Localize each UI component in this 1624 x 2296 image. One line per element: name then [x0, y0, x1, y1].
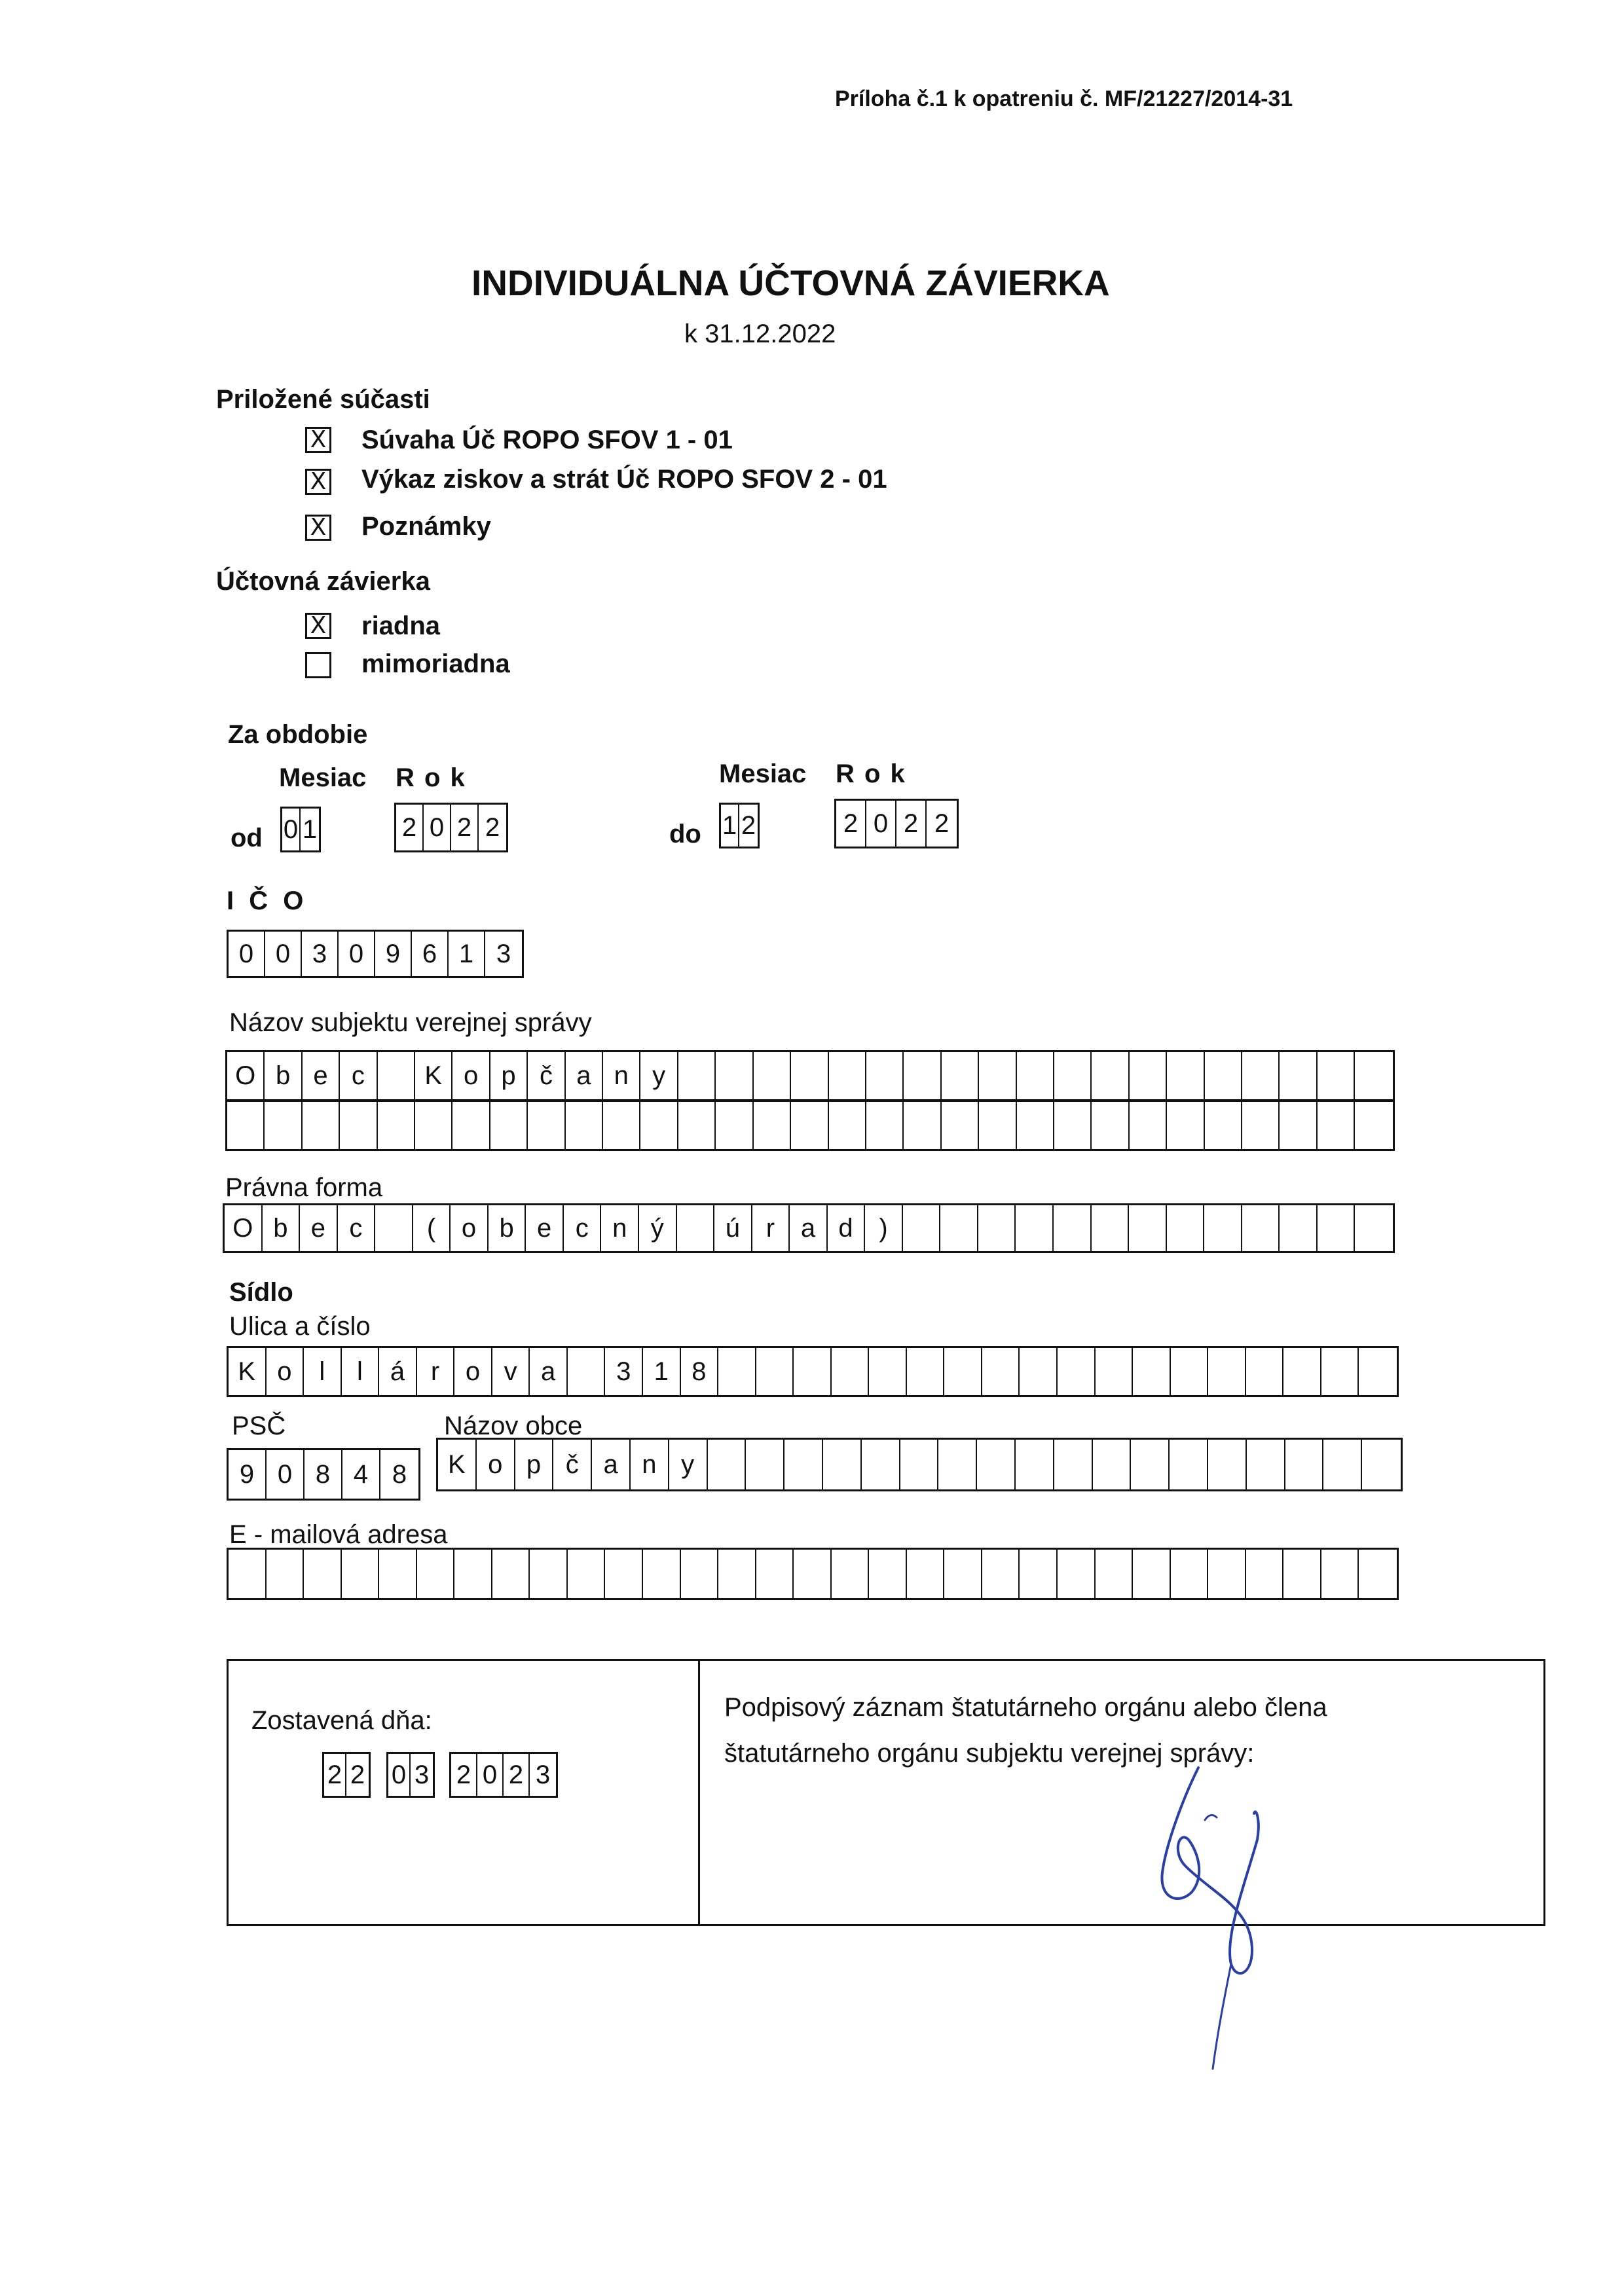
- cell: [379, 1550, 417, 1598]
- cell: [417, 1550, 455, 1598]
- from-year-label: R o k: [396, 763, 466, 792]
- cell: [904, 1102, 941, 1149]
- cell: [1318, 1102, 1355, 1149]
- cell: [1016, 1440, 1054, 1489]
- cell: [678, 1052, 716, 1099]
- cell: K: [438, 1440, 477, 1489]
- cell: n: [601, 1205, 639, 1251]
- cell: [746, 1440, 784, 1489]
- cell: 3: [496, 939, 511, 968]
- cell: [640, 1102, 678, 1149]
- cell: ): [865, 1205, 903, 1251]
- cell: [1129, 1205, 1167, 1251]
- cell: 8: [392, 1459, 407, 1489]
- signature-caption-line-2: štatutárneho orgánu subjektu verejnej správy:: [724, 1739, 1255, 1768]
- cell: [869, 1348, 907, 1395]
- page-title: INDIVIDUÁLNA ÚČTOVNÁ ZÁVIERKA: [471, 263, 1110, 303]
- cell: [979, 1052, 1016, 1099]
- cell: [1280, 1205, 1318, 1251]
- town-field[interactable]: [436, 1438, 1403, 1491]
- cell: [1359, 1348, 1397, 1395]
- cell: [754, 1052, 791, 1099]
- to-label: do: [669, 820, 701, 848]
- cell: [716, 1102, 753, 1149]
- psc-field[interactable]: [227, 1448, 420, 1501]
- cell: 2: [451, 1754, 477, 1796]
- legal-form-label: Právna forma: [225, 1173, 383, 1202]
- entity-name-row-2[interactable]: [225, 1100, 1395, 1151]
- cell: [904, 1052, 941, 1099]
- cell: á: [379, 1348, 417, 1395]
- cell: [528, 1102, 565, 1149]
- town-label: Názov obce: [444, 1412, 583, 1440]
- cell: [1247, 1440, 1285, 1489]
- cell: [340, 1102, 377, 1149]
- period-heading: Za obdobie: [228, 720, 368, 749]
- cell: l: [304, 1348, 342, 1395]
- to-month-label: Mesiac: [719, 759, 807, 788]
- cell: [1355, 1102, 1392, 1149]
- checkbox-mimoriadna-label: mimoriadna: [361, 649, 510, 678]
- cell: 0: [477, 1754, 504, 1796]
- cell: [1020, 1348, 1058, 1395]
- cell: [1133, 1348, 1171, 1395]
- cell: a: [592, 1440, 631, 1489]
- cell: [1170, 1440, 1208, 1489]
- cell: 4: [342, 1450, 380, 1499]
- cell: r: [417, 1348, 455, 1395]
- cell: [1321, 1348, 1359, 1395]
- cell: [756, 1348, 794, 1395]
- cell: o: [267, 1348, 304, 1395]
- ico-field[interactable]: [227, 930, 524, 978]
- cell: [1208, 1348, 1246, 1395]
- cell: [229, 1550, 267, 1598]
- cell: y: [640, 1052, 678, 1099]
- cell: [1242, 1102, 1280, 1149]
- cell: [1092, 1052, 1129, 1099]
- cell: e: [526, 1205, 564, 1251]
- cell: [862, 1440, 900, 1489]
- cell: [1359, 1550, 1397, 1598]
- cell: [1058, 1550, 1096, 1598]
- cell: [678, 1102, 716, 1149]
- cell: n: [631, 1440, 669, 1489]
- cell: [708, 1440, 747, 1489]
- cell: [1362, 1440, 1401, 1489]
- cell: [1208, 1550, 1246, 1598]
- cell: [378, 1102, 415, 1149]
- cell: 3: [302, 932, 339, 976]
- cell: 1: [302, 814, 318, 844]
- cell: b: [263, 1205, 301, 1251]
- cell: r: [752, 1205, 790, 1251]
- cell: [869, 1550, 907, 1598]
- cell: 9: [229, 1450, 267, 1499]
- cell: [900, 1440, 939, 1489]
- legal-form-field[interactable]: [223, 1203, 1395, 1253]
- cell: [1204, 1205, 1242, 1251]
- entity-name-row-1[interactable]: [225, 1050, 1395, 1101]
- cell: 9: [375, 932, 412, 976]
- cell: [603, 1102, 640, 1149]
- cell: o: [477, 1440, 515, 1489]
- from-year-field[interactable]: [394, 803, 508, 852]
- cell: [866, 1052, 904, 1099]
- checkbox-mimoriadna[interactable]: [305, 652, 331, 678]
- cell: č: [528, 1052, 565, 1099]
- as-of-date: k 31.12.2022: [684, 319, 836, 348]
- cell: [1283, 1348, 1321, 1395]
- cell: [1092, 1102, 1129, 1149]
- cell: [823, 1440, 862, 1489]
- cell: [982, 1348, 1020, 1395]
- cell: b: [489, 1205, 526, 1251]
- closing-type-heading: Účtovná závierka: [216, 567, 430, 596]
- cell: [718, 1348, 756, 1395]
- ico-label: I Č O: [227, 886, 308, 915]
- cell: [303, 1102, 340, 1149]
- cell: [375, 1205, 413, 1251]
- cell: [267, 1550, 304, 1598]
- cell: c: [338, 1205, 376, 1251]
- to-year-field[interactable]: [834, 799, 959, 848]
- cell: 8: [681, 1348, 719, 1395]
- from-label: od: [231, 824, 263, 852]
- section-divider: [698, 1659, 700, 1926]
- cell: b: [265, 1052, 302, 1099]
- checkbox-poznamky[interactable]: X: [305, 515, 331, 541]
- cell: [1167, 1205, 1205, 1251]
- cell: [605, 1550, 643, 1598]
- cell: 2: [350, 1760, 365, 1789]
- cell: 2: [485, 812, 500, 842]
- cell: č: [553, 1440, 592, 1489]
- cell: [1058, 1348, 1096, 1395]
- cell: 2: [934, 809, 950, 838]
- cell: 1: [643, 1348, 681, 1395]
- cell: [566, 1102, 603, 1149]
- cell: [1131, 1440, 1170, 1489]
- cell: [415, 1102, 452, 1149]
- cell: [1093, 1440, 1132, 1489]
- street-label: Ulica a číslo: [229, 1312, 371, 1341]
- cell: a: [530, 1348, 568, 1395]
- checkbox-suvaha-label: Súvaha Úč ROPO SFOV 1 - 01: [361, 426, 733, 454]
- cell: [1283, 1550, 1321, 1598]
- cell: o: [451, 1205, 489, 1251]
- cell: 1: [721, 805, 739, 847]
- cell: 3: [605, 1348, 643, 1395]
- cell: p: [515, 1440, 554, 1489]
- cell: [1096, 1348, 1134, 1395]
- cell: a: [790, 1205, 828, 1251]
- cell: a: [566, 1052, 603, 1099]
- cell: [1016, 1205, 1054, 1251]
- cell: [1167, 1052, 1204, 1099]
- cell: [1171, 1550, 1209, 1598]
- cell: [791, 1102, 828, 1149]
- cell: [1280, 1052, 1317, 1099]
- checkbox-vykaz[interactable]: X: [305, 469, 331, 495]
- compiled-month-field[interactable]: [386, 1752, 435, 1798]
- cell: l: [342, 1348, 380, 1395]
- cell: [716, 1052, 753, 1099]
- cell: [1017, 1102, 1054, 1149]
- cell: [1318, 1052, 1355, 1099]
- cell: [907, 1348, 945, 1395]
- cell: 2: [741, 811, 756, 840]
- cell: [1246, 1348, 1284, 1395]
- cell: c: [564, 1205, 602, 1251]
- cell: O: [225, 1205, 263, 1251]
- cell: [907, 1550, 945, 1598]
- cell: [568, 1550, 606, 1598]
- cell: 0: [339, 932, 375, 976]
- cell: [982, 1550, 1020, 1598]
- cell: 0: [282, 809, 301, 850]
- cell: [1355, 1205, 1393, 1251]
- attached-parts-heading: Priložené súčasti: [216, 385, 430, 414]
- cell: [1205, 1102, 1242, 1149]
- cell: [1171, 1348, 1209, 1395]
- cell: [979, 1102, 1016, 1149]
- cell: [754, 1102, 791, 1149]
- cell: [1020, 1550, 1058, 1598]
- cell: [1096, 1550, 1134, 1598]
- cell: c: [340, 1052, 377, 1099]
- cell: n: [603, 1052, 640, 1099]
- email-label: E - mailová adresa: [229, 1520, 448, 1549]
- cell: 8: [304, 1450, 342, 1499]
- cell: [1092, 1205, 1130, 1251]
- checkbox-vykaz-label: Výkaz ziskov a strát Úč ROPO SFOV 2 - 01: [361, 465, 887, 494]
- cell: [1133, 1550, 1171, 1598]
- cell: 3: [414, 1760, 430, 1789]
- cell: [1054, 1440, 1093, 1489]
- cell: [677, 1205, 715, 1251]
- cell: [832, 1550, 870, 1598]
- psc-label: PSČ: [232, 1412, 286, 1440]
- cell: [1130, 1102, 1167, 1149]
- cell: 2: [896, 801, 927, 847]
- cell: [944, 1348, 982, 1395]
- cell: [681, 1550, 719, 1598]
- cell: [977, 1440, 1016, 1489]
- cell: [940, 1205, 978, 1251]
- cell: 2: [504, 1754, 530, 1796]
- cell: 2: [836, 801, 866, 847]
- cell: 2: [451, 805, 479, 850]
- cell: 2: [396, 805, 424, 850]
- cell: p: [490, 1052, 528, 1099]
- cell: y: [669, 1440, 708, 1489]
- cell: [1323, 1440, 1362, 1489]
- cell: [784, 1440, 823, 1489]
- signature-caption-line-1: Podpisový záznam štatutárneho orgánu alebo člena: [724, 1693, 1327, 1722]
- checkbox-riadna-label: riadna: [361, 611, 441, 640]
- cell: [378, 1052, 415, 1099]
- cell: K: [415, 1052, 452, 1099]
- cell: 0: [388, 1754, 411, 1796]
- cell: ú: [714, 1205, 752, 1251]
- cell: 0: [424, 805, 451, 850]
- cell: [938, 1440, 977, 1489]
- cell: [794, 1550, 832, 1598]
- cell: v: [492, 1348, 530, 1395]
- checkbox-suvaha[interactable]: X: [305, 427, 331, 453]
- cell: [304, 1550, 342, 1598]
- cell: [1242, 1052, 1280, 1099]
- cell: [942, 1052, 979, 1099]
- cell: [1208, 1440, 1247, 1489]
- cell: [1242, 1205, 1280, 1251]
- header-note: Príloha č.1 k opatreniu č. MF/21227/2014-31: [835, 86, 1293, 111]
- cell: [1130, 1052, 1167, 1099]
- cell: [794, 1348, 832, 1395]
- cell: [718, 1550, 756, 1598]
- cell: [227, 1102, 265, 1149]
- cell: O: [227, 1052, 265, 1099]
- cell: [452, 1102, 490, 1149]
- entity-name-label: Názov subjektu verejnej správy: [229, 1008, 592, 1037]
- cell: [1205, 1052, 1242, 1099]
- seat-heading: Sídlo: [229, 1278, 293, 1307]
- cell: [643, 1550, 681, 1598]
- cell: e: [300, 1205, 338, 1251]
- cell: [942, 1102, 979, 1149]
- cell: [490, 1102, 528, 1149]
- from-month-field[interactable]: [280, 807, 321, 852]
- cell: ý: [639, 1205, 677, 1251]
- cell: 0: [265, 932, 302, 976]
- cell: [265, 1102, 302, 1149]
- cell: [568, 1348, 606, 1395]
- cell: 0: [229, 932, 265, 976]
- compiled-label: Zostavená dňa:: [251, 1706, 432, 1735]
- cell: [530, 1550, 568, 1598]
- cell: [1355, 1052, 1392, 1099]
- cell: 1: [449, 932, 485, 976]
- cell: [1017, 1052, 1054, 1099]
- cell: [1246, 1550, 1284, 1598]
- cell: [791, 1052, 828, 1099]
- cell: [1054, 1052, 1092, 1099]
- cell: 0: [866, 801, 896, 847]
- handwritten-signature: [1126, 1741, 1297, 2082]
- checkbox-riadna[interactable]: X: [305, 613, 331, 639]
- checkbox-poznamky-label: Poznámky: [361, 512, 491, 541]
- cell: [1054, 1205, 1092, 1251]
- to-month-field[interactable]: [719, 803, 760, 848]
- cell: [944, 1550, 982, 1598]
- cell: 0: [267, 1450, 304, 1499]
- cell: 3: [535, 1760, 551, 1789]
- cell: 6: [412, 932, 449, 976]
- cell: [756, 1550, 794, 1598]
- from-month-label: Mesiac: [279, 763, 367, 792]
- cell: (: [413, 1205, 451, 1251]
- cell: [978, 1205, 1016, 1251]
- cell: [829, 1102, 866, 1149]
- cell: [454, 1550, 492, 1598]
- cell: [1280, 1102, 1317, 1149]
- compiled-day-field[interactable]: [322, 1752, 371, 1798]
- cell: [492, 1550, 530, 1598]
- cell: d: [828, 1205, 866, 1251]
- cell: 2: [324, 1754, 346, 1796]
- cell: o: [452, 1052, 490, 1099]
- cell: K: [229, 1348, 267, 1395]
- cell: [1321, 1550, 1359, 1598]
- cell: [903, 1205, 941, 1251]
- cell: [866, 1102, 904, 1149]
- cell: [1318, 1205, 1356, 1251]
- cell: o: [454, 1348, 492, 1395]
- cell: [1054, 1102, 1092, 1149]
- street-field[interactable]: [227, 1346, 1399, 1397]
- cell: [342, 1550, 380, 1598]
- cell: [829, 1052, 866, 1099]
- cell: [1285, 1440, 1324, 1489]
- cell: e: [303, 1052, 340, 1099]
- compiled-year-field[interactable]: [449, 1752, 558, 1798]
- to-year-label: R o k: [836, 759, 906, 788]
- cell: [832, 1348, 870, 1395]
- cell: [1167, 1102, 1204, 1149]
- email-field[interactable]: [227, 1548, 1399, 1600]
